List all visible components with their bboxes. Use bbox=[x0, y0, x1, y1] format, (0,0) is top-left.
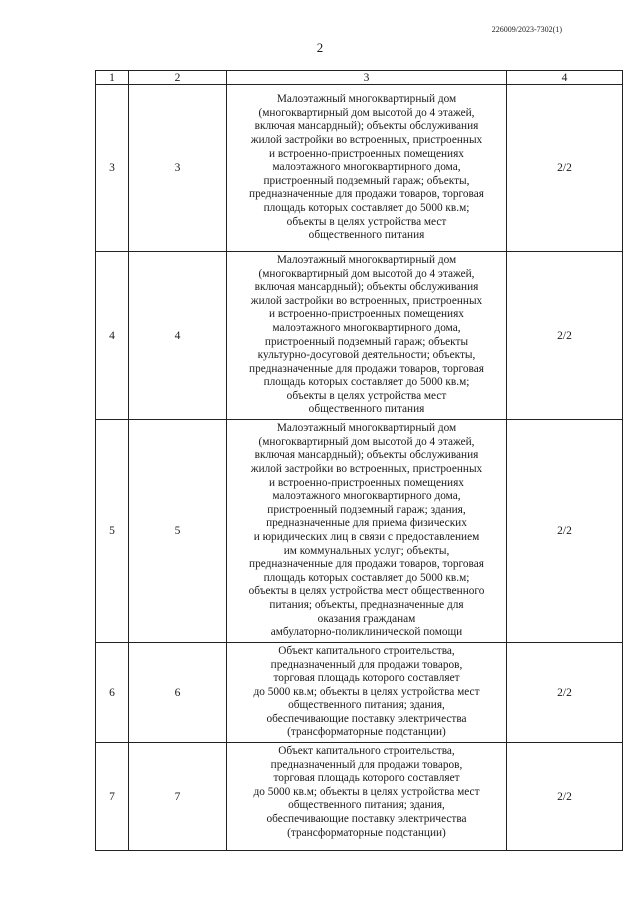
text-line: (трансформаторные подстанции) bbox=[287, 726, 446, 739]
zone-code-cell: 7 bbox=[129, 743, 227, 851]
text-line: общественного питания; здания, bbox=[288, 799, 445, 812]
permitted-use-cell bbox=[227, 85, 507, 252]
text-line: и юридических лиц в связи с предоставлением bbox=[253, 531, 480, 543]
zone-code-cell: 3 bbox=[129, 85, 227, 252]
text-line: культурно-досуговой деятельности; объекты, bbox=[257, 349, 476, 362]
text-line: площадь которых составляет до 5000 кв.м; bbox=[263, 201, 470, 214]
text-line: (многоквартирный дом высотой до 4 этажей, bbox=[258, 106, 475, 119]
permitted-use-cell bbox=[227, 252, 507, 420]
column-header-4: 4 bbox=[507, 71, 623, 85]
document-id: 226009/2023-7302(1) bbox=[491, 25, 562, 34]
column-header-3: 3 bbox=[227, 71, 507, 85]
ratio-cell: 2/2 bbox=[507, 85, 623, 252]
text-line: площадь которых составляет до 5000 кв.м; bbox=[263, 571, 470, 584]
text-line: (многоквартирный дом высотой до 4 этажей, bbox=[258, 267, 475, 280]
text-line: предназначенные для продажи товаров, торговая bbox=[249, 362, 484, 375]
text-line: амбулаторно-поликлинической помощи bbox=[270, 626, 463, 639]
ratio-cell: 2/2 bbox=[507, 252, 623, 420]
text-line: жилой застройки во встроенных, пристроенных bbox=[250, 134, 483, 147]
zone-code-cell: 5 bbox=[129, 420, 227, 643]
table-row bbox=[96, 420, 623, 643]
permitted-use-cell bbox=[227, 643, 507, 743]
text-line: объекты в целях устройства мест общественного bbox=[248, 585, 485, 598]
text-line: до 5000 кв.м; объекты в целях устройства мест bbox=[253, 785, 480, 798]
column-header-2: 2 bbox=[129, 71, 227, 85]
text-line: включая мансардный); объекты обслуживания bbox=[254, 281, 479, 294]
text-line: пристроенный подземный гараж; объекты bbox=[264, 335, 469, 348]
text-line: Объект капитального строительства, bbox=[278, 644, 455, 657]
text-line: малоэтажного многоквартирного дома, bbox=[272, 321, 461, 334]
column-header-1: 1 bbox=[96, 71, 129, 85]
zoning-table bbox=[95, 70, 623, 851]
text-line: предназначенный для продажи товаров, bbox=[270, 758, 463, 771]
text-line: им коммунальных услуг; объекты, bbox=[283, 544, 450, 557]
text-line: питания; объекты, предназначенные для bbox=[269, 598, 464, 611]
text-line: жилой застройки во встроенных, пристроенных bbox=[250, 294, 483, 307]
text-line: и встроенно-пристроенных помещениях bbox=[269, 308, 464, 321]
ratio-cell: 2/2 bbox=[507, 643, 623, 743]
table-header-row bbox=[96, 71, 623, 85]
text-line: общественного питания; здания, bbox=[288, 699, 445, 712]
row-number-cell: 4 bbox=[96, 252, 129, 420]
row-number-cell: 6 bbox=[96, 643, 129, 743]
permitted-use-cell bbox=[227, 420, 507, 643]
row-number-cell: 5 bbox=[96, 420, 129, 643]
text-line: жилой застройки во встроенных, пристроенных bbox=[250, 463, 483, 476]
text-line: малоэтажного многоквартирного дома, bbox=[272, 161, 461, 174]
text-line: предназначенные для продажи товаров, торговая bbox=[249, 188, 484, 201]
text-line: Малоэтажный многоквартирный дом bbox=[276, 253, 457, 266]
text-line: и встроенно-пристроенных помещениях bbox=[269, 147, 464, 160]
text-line: торговая площадь которого составляет bbox=[273, 772, 460, 785]
table-row bbox=[96, 252, 623, 420]
text-line: площадь которых составляет до 5000 кв.м; bbox=[263, 376, 470, 389]
text-line: торговая площадь которого составляет bbox=[273, 672, 460, 685]
text-line: общественного питания bbox=[308, 403, 425, 416]
text-line: обеспечивающие поставку электричества bbox=[266, 712, 467, 725]
ratio-cell: 2/2 bbox=[507, 743, 623, 851]
text-line: оказания гражданам bbox=[317, 612, 416, 625]
text-line: включая мансардный); объекты обслуживания bbox=[254, 120, 479, 133]
text-line: объекты в целях устройства мест bbox=[286, 215, 447, 228]
text-line: обеспечивающие поставку электричества bbox=[266, 812, 467, 825]
page-number: 2 bbox=[316, 40, 324, 55]
text-line: включая мансардный); объекты обслуживания bbox=[254, 449, 479, 462]
text-line: предназначенные для продажи товаров, торговая bbox=[249, 558, 484, 571]
text-line: (трансформаторные подстанции) bbox=[287, 826, 446, 839]
table-row bbox=[96, 85, 623, 252]
zone-code-cell: 6 bbox=[129, 643, 227, 743]
text-line: Малоэтажный многоквартирный дом bbox=[276, 422, 457, 435]
text-line: пристроенный подземный гараж; объекты, bbox=[263, 174, 470, 187]
text-line: объекты в целях устройства мест bbox=[286, 389, 447, 402]
text-line: Объект капитального строительства, bbox=[278, 745, 455, 757]
table-row bbox=[96, 743, 623, 851]
row-number-cell: 7 bbox=[96, 743, 129, 851]
text-line: до 5000 кв.м; объекты в целях устройства мест bbox=[253, 685, 480, 698]
text-line: предназначенный для продажи товаров, bbox=[270, 658, 463, 671]
text-line: Малоэтажный многоквартирный дом bbox=[276, 93, 457, 106]
permitted-use-cell bbox=[227, 743, 507, 851]
text-line: малоэтажного многоквартирного дома, bbox=[272, 490, 461, 503]
text-line: (многоквартирный дом высотой до 4 этажей, bbox=[258, 435, 475, 448]
text-line: общественного питания bbox=[308, 229, 425, 242]
text-line: и встроенно-пристроенных помещениях bbox=[269, 476, 464, 489]
zone-code-cell: 4 bbox=[129, 252, 227, 420]
text-line: предназначенные для приема физических bbox=[266, 517, 467, 530]
table-row bbox=[96, 643, 623, 743]
ratio-cell: 2/2 bbox=[507, 420, 623, 643]
text-line: пристроенный подземный гараж; здания, bbox=[267, 503, 466, 516]
row-number-cell: 3 bbox=[96, 85, 129, 252]
